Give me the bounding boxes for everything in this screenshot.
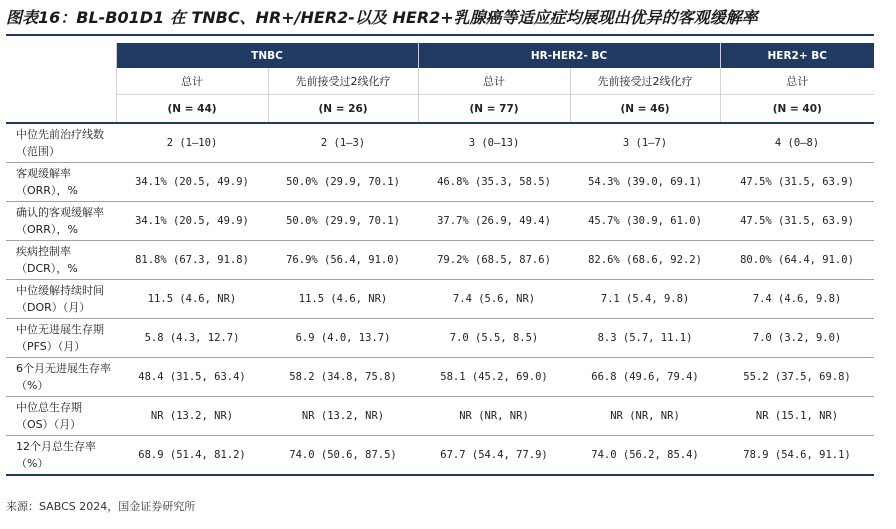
table-row (6, 163, 874, 202)
value-cell: NR (NR, NR) (570, 397, 720, 436)
value-cell: 58.1 (45.2, 69.0) (418, 358, 570, 397)
table-row (6, 319, 874, 358)
value-cell: 11.5 (4.6, NR) (268, 280, 418, 319)
value-cell: 74.0 (56.2, 85.4) (570, 436, 720, 476)
value-cell: 34.1% (20.5, 49.9) (116, 163, 268, 202)
sample-size-row (6, 95, 874, 124)
table-row (6, 241, 874, 280)
value-cell: 8.3 (5.7, 11.1) (570, 319, 720, 358)
table-row (6, 280, 874, 319)
table-row (6, 358, 874, 397)
value-cell: 66.8 (49.6, 79.4) (570, 358, 720, 397)
subheader-cell: 先前接受过2线化疗 (570, 68, 720, 95)
value-cell: 68.9 (51.4, 81.2) (116, 436, 268, 476)
table-row (6, 123, 874, 163)
subheader-cell: 先前接受过2线化疗 (268, 68, 418, 95)
title-divider (6, 34, 874, 36)
value-cell: 55.2 (37.5, 69.8) (720, 358, 874, 397)
value-cell: 74.0 (50.6, 87.5) (268, 436, 418, 476)
value-cell: 7.4 (5.6, NR) (418, 280, 570, 319)
value-cell: 2 (1–3) (268, 123, 418, 163)
value-cell: 79.2% (68.5, 87.6) (418, 241, 570, 280)
value-cell: 46.8% (35.3, 58.5) (418, 163, 570, 202)
value-cell: 81.8% (67.3, 91.8) (116, 241, 268, 280)
value-cell: 78.9 (54.6, 91.1) (720, 436, 874, 476)
row-label: 12个月总生存率（%） (6, 436, 116, 476)
value-cell: 7.0 (5.5, 8.5) (418, 319, 570, 358)
value-cell: NR (13.2, NR) (268, 397, 418, 436)
value-cell: 76.9% (56.4, 91.0) (268, 241, 418, 280)
n-cell: (N = 44) (116, 95, 268, 124)
row-label: 6个月无进展生存率（%） (6, 358, 116, 397)
row-label: 确认的客观缓解率（ORR），% (6, 202, 116, 241)
value-cell: 50.0% (29.9, 70.1) (268, 163, 418, 202)
group-header-hr-her2: HR-HER2- BC (418, 43, 720, 68)
value-cell: 45.7% (30.9, 61.0) (570, 202, 720, 241)
corner-cell (6, 43, 116, 68)
value-cell: 80.0% (64.4, 91.0) (720, 241, 874, 280)
results-table (6, 43, 874, 476)
n-cell: (N = 77) (418, 95, 570, 124)
figure-title: 图表16：BL-B01D1 在 TNBC、HR+/HER2-以及 HER2+乳腺癌等适应症均展现出优异的客观缓解率 (6, 8, 758, 27)
n-cell: (N = 46) (570, 95, 720, 124)
value-cell: 5.8 (4.3, 12.7) (116, 319, 268, 358)
row-label: 中位总生存期（OS）（月） (6, 397, 116, 436)
value-cell: 7.0 (3.2, 9.0) (720, 319, 874, 358)
row-label: 疾病控制率（DCR），% (6, 241, 116, 280)
value-cell: 54.3% (39.0, 69.1) (570, 163, 720, 202)
row-label: 中位先前治疗线数（范围） (6, 123, 116, 163)
subheader-cell: 总计 (418, 68, 570, 95)
value-cell: NR (13.2, NR) (116, 397, 268, 436)
value-cell: 2 (1–10) (116, 123, 268, 163)
value-cell: 67.7 (54.4, 77.9) (418, 436, 570, 476)
value-cell: 7.4 (4.6, 9.8) (720, 280, 874, 319)
value-cell: 7.1 (5.4, 9.8) (570, 280, 720, 319)
table-row (6, 397, 874, 436)
table-body (6, 123, 874, 475)
value-cell: 34.1% (20.5, 49.9) (116, 202, 268, 241)
table-row (6, 202, 874, 241)
group-header-tnbc: TNBC (116, 43, 418, 68)
value-cell: NR (NR, NR) (418, 397, 570, 436)
value-cell: 47.5% (31.5, 63.9) (720, 163, 874, 202)
n-cell: (N = 40) (720, 95, 874, 124)
value-cell: 50.0% (29.9, 70.1) (268, 202, 418, 241)
value-cell: 37.7% (26.9, 49.4) (418, 202, 570, 241)
value-cell: 82.6% (68.6, 92.2) (570, 241, 720, 280)
row-label: 中位缓解持续时间（DOR）（月） (6, 280, 116, 319)
value-cell: 6.9 (4.0, 13.7) (268, 319, 418, 358)
subheader-cell: 总计 (720, 68, 874, 95)
value-cell: NR (15.1, NR) (720, 397, 874, 436)
value-cell: 47.5% (31.5, 63.9) (720, 202, 874, 241)
value-cell: 3 (1–7) (570, 123, 720, 163)
group-header-row (6, 43, 874, 68)
group-header-her2-plus: HER2+ BC (720, 43, 874, 68)
subheader-row (6, 68, 874, 95)
n-cell: (N = 26) (268, 95, 418, 124)
value-cell: 11.5 (4.6, NR) (116, 280, 268, 319)
subheader-cell: 总计 (116, 68, 268, 95)
table-row (6, 436, 874, 476)
value-cell: 4 (0–8) (720, 123, 874, 163)
value-cell: 3 (0–13) (418, 123, 570, 163)
source-note: 来源：SABCS 2024，国金证券研究所 (6, 500, 196, 513)
row-label: 中位无进展生存期（PFS）（月） (6, 319, 116, 358)
row-label: 客观缓解率（ORR），% (6, 163, 116, 202)
value-cell: 48.4 (31.5, 63.4) (116, 358, 268, 397)
value-cell: 58.2 (34.8, 75.8) (268, 358, 418, 397)
